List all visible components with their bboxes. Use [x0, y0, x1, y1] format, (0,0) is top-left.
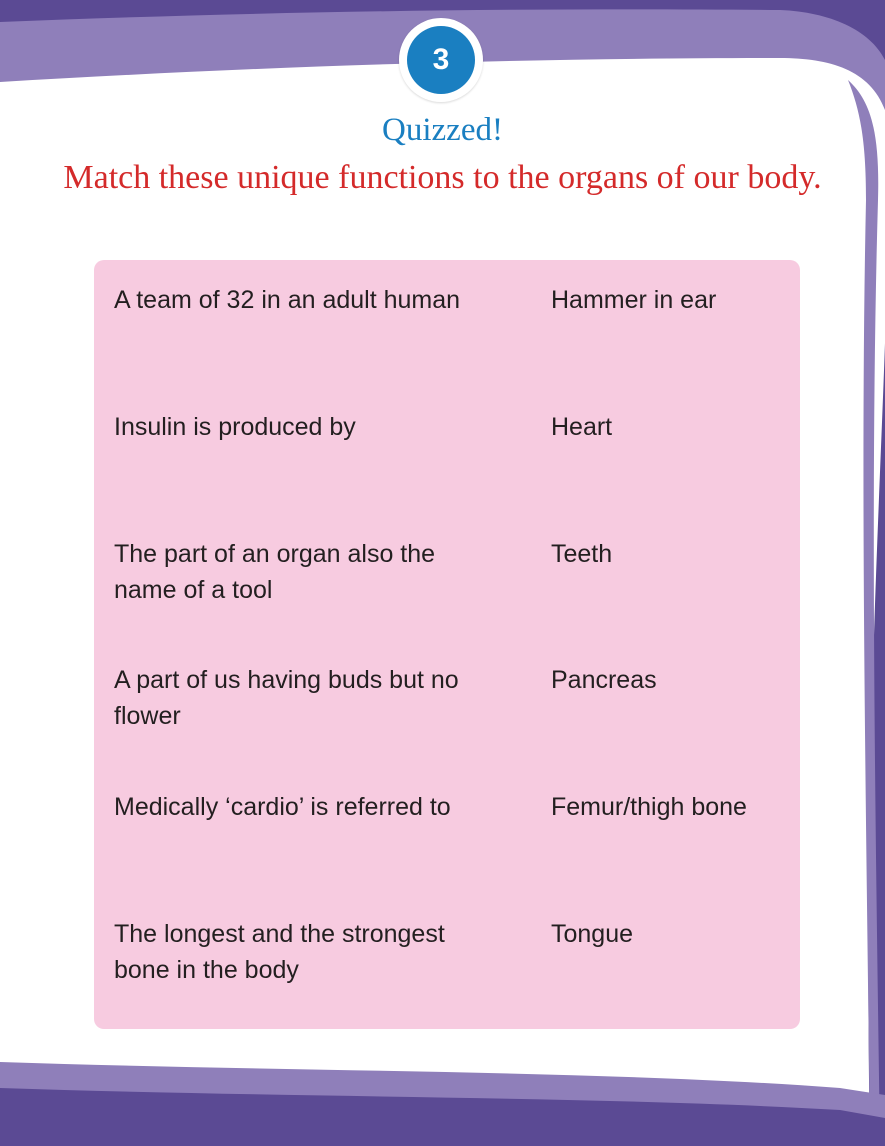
clue-text: Insulin is produced by: [114, 413, 356, 441]
answer-text: Femur/thigh bone: [551, 793, 747, 821]
answer-text: Tongue: [551, 920, 634, 948]
clue-text: The part of an organ also the name of a tool: [114, 540, 436, 604]
answer-text: Pancreas: [551, 666, 657, 694]
page-number-badge: [399, 18, 483, 102]
answer-text: Teeth: [551, 540, 613, 568]
quiz-title: Quizzed!: [382, 112, 503, 148]
clue-text: Medically ‘cardio’ is referred to: [114, 793, 451, 821]
clue-text: A part of us having buds but no flower: [114, 666, 459, 730]
answer-text: Hammer in ear: [551, 286, 717, 314]
clue-text: A team of 32 in an adult human: [114, 286, 461, 314]
match-panel: [94, 260, 800, 1029]
answer-text: Heart: [551, 413, 613, 441]
clue-text: The longest and the strongest bone in the body: [114, 920, 445, 984]
quiz-instruction: Match these unique functions to the organs of our body.: [63, 159, 822, 196]
page-number: 3: [407, 26, 475, 94]
